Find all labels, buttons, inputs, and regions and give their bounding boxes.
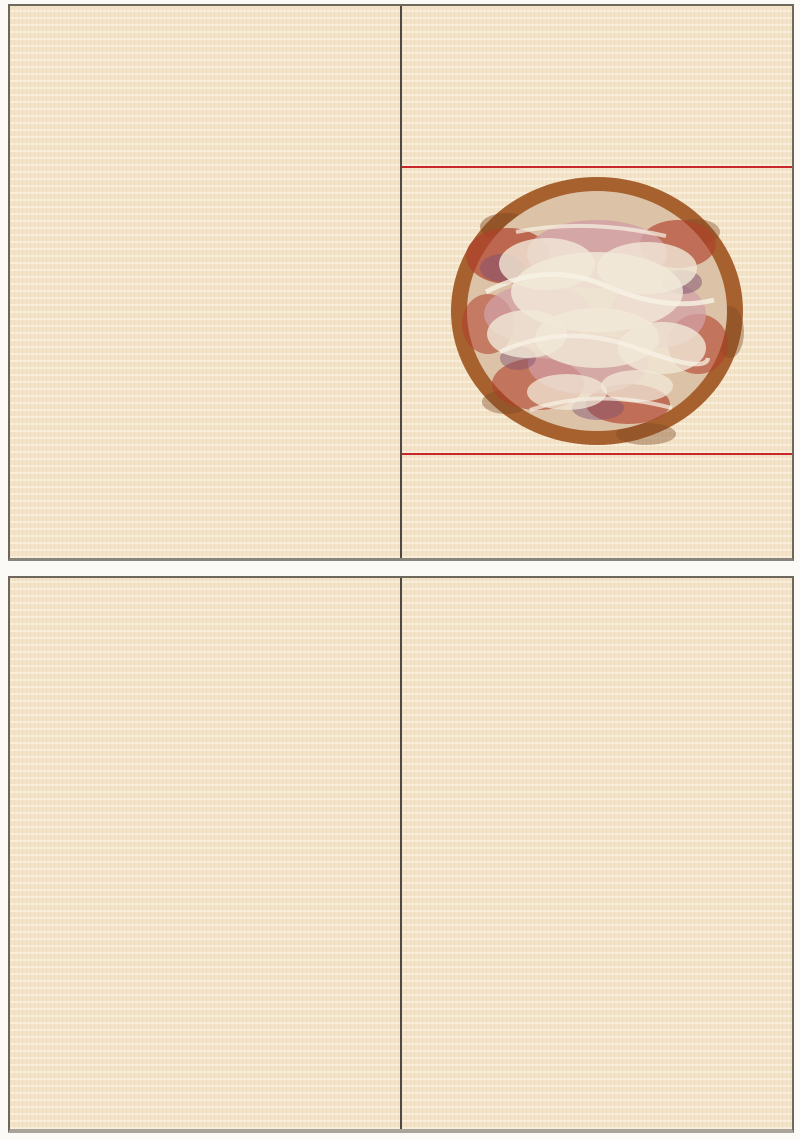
divider-rule-bottom [402, 453, 792, 455]
pizza-menu-list [10, 578, 400, 590]
page-cover [400, 6, 792, 558]
menu-spread-bottom [8, 576, 794, 1133]
page-pizza [10, 578, 400, 1129]
pizza-image [446, 172, 748, 455]
page-pasta [10, 6, 400, 558]
menu-spread-top [8, 4, 794, 561]
divider-rule-top [402, 166, 792, 168]
page-salads [400, 578, 792, 1129]
pasta-menu-list [10, 6, 400, 19]
salads-menu-list [402, 578, 792, 592]
